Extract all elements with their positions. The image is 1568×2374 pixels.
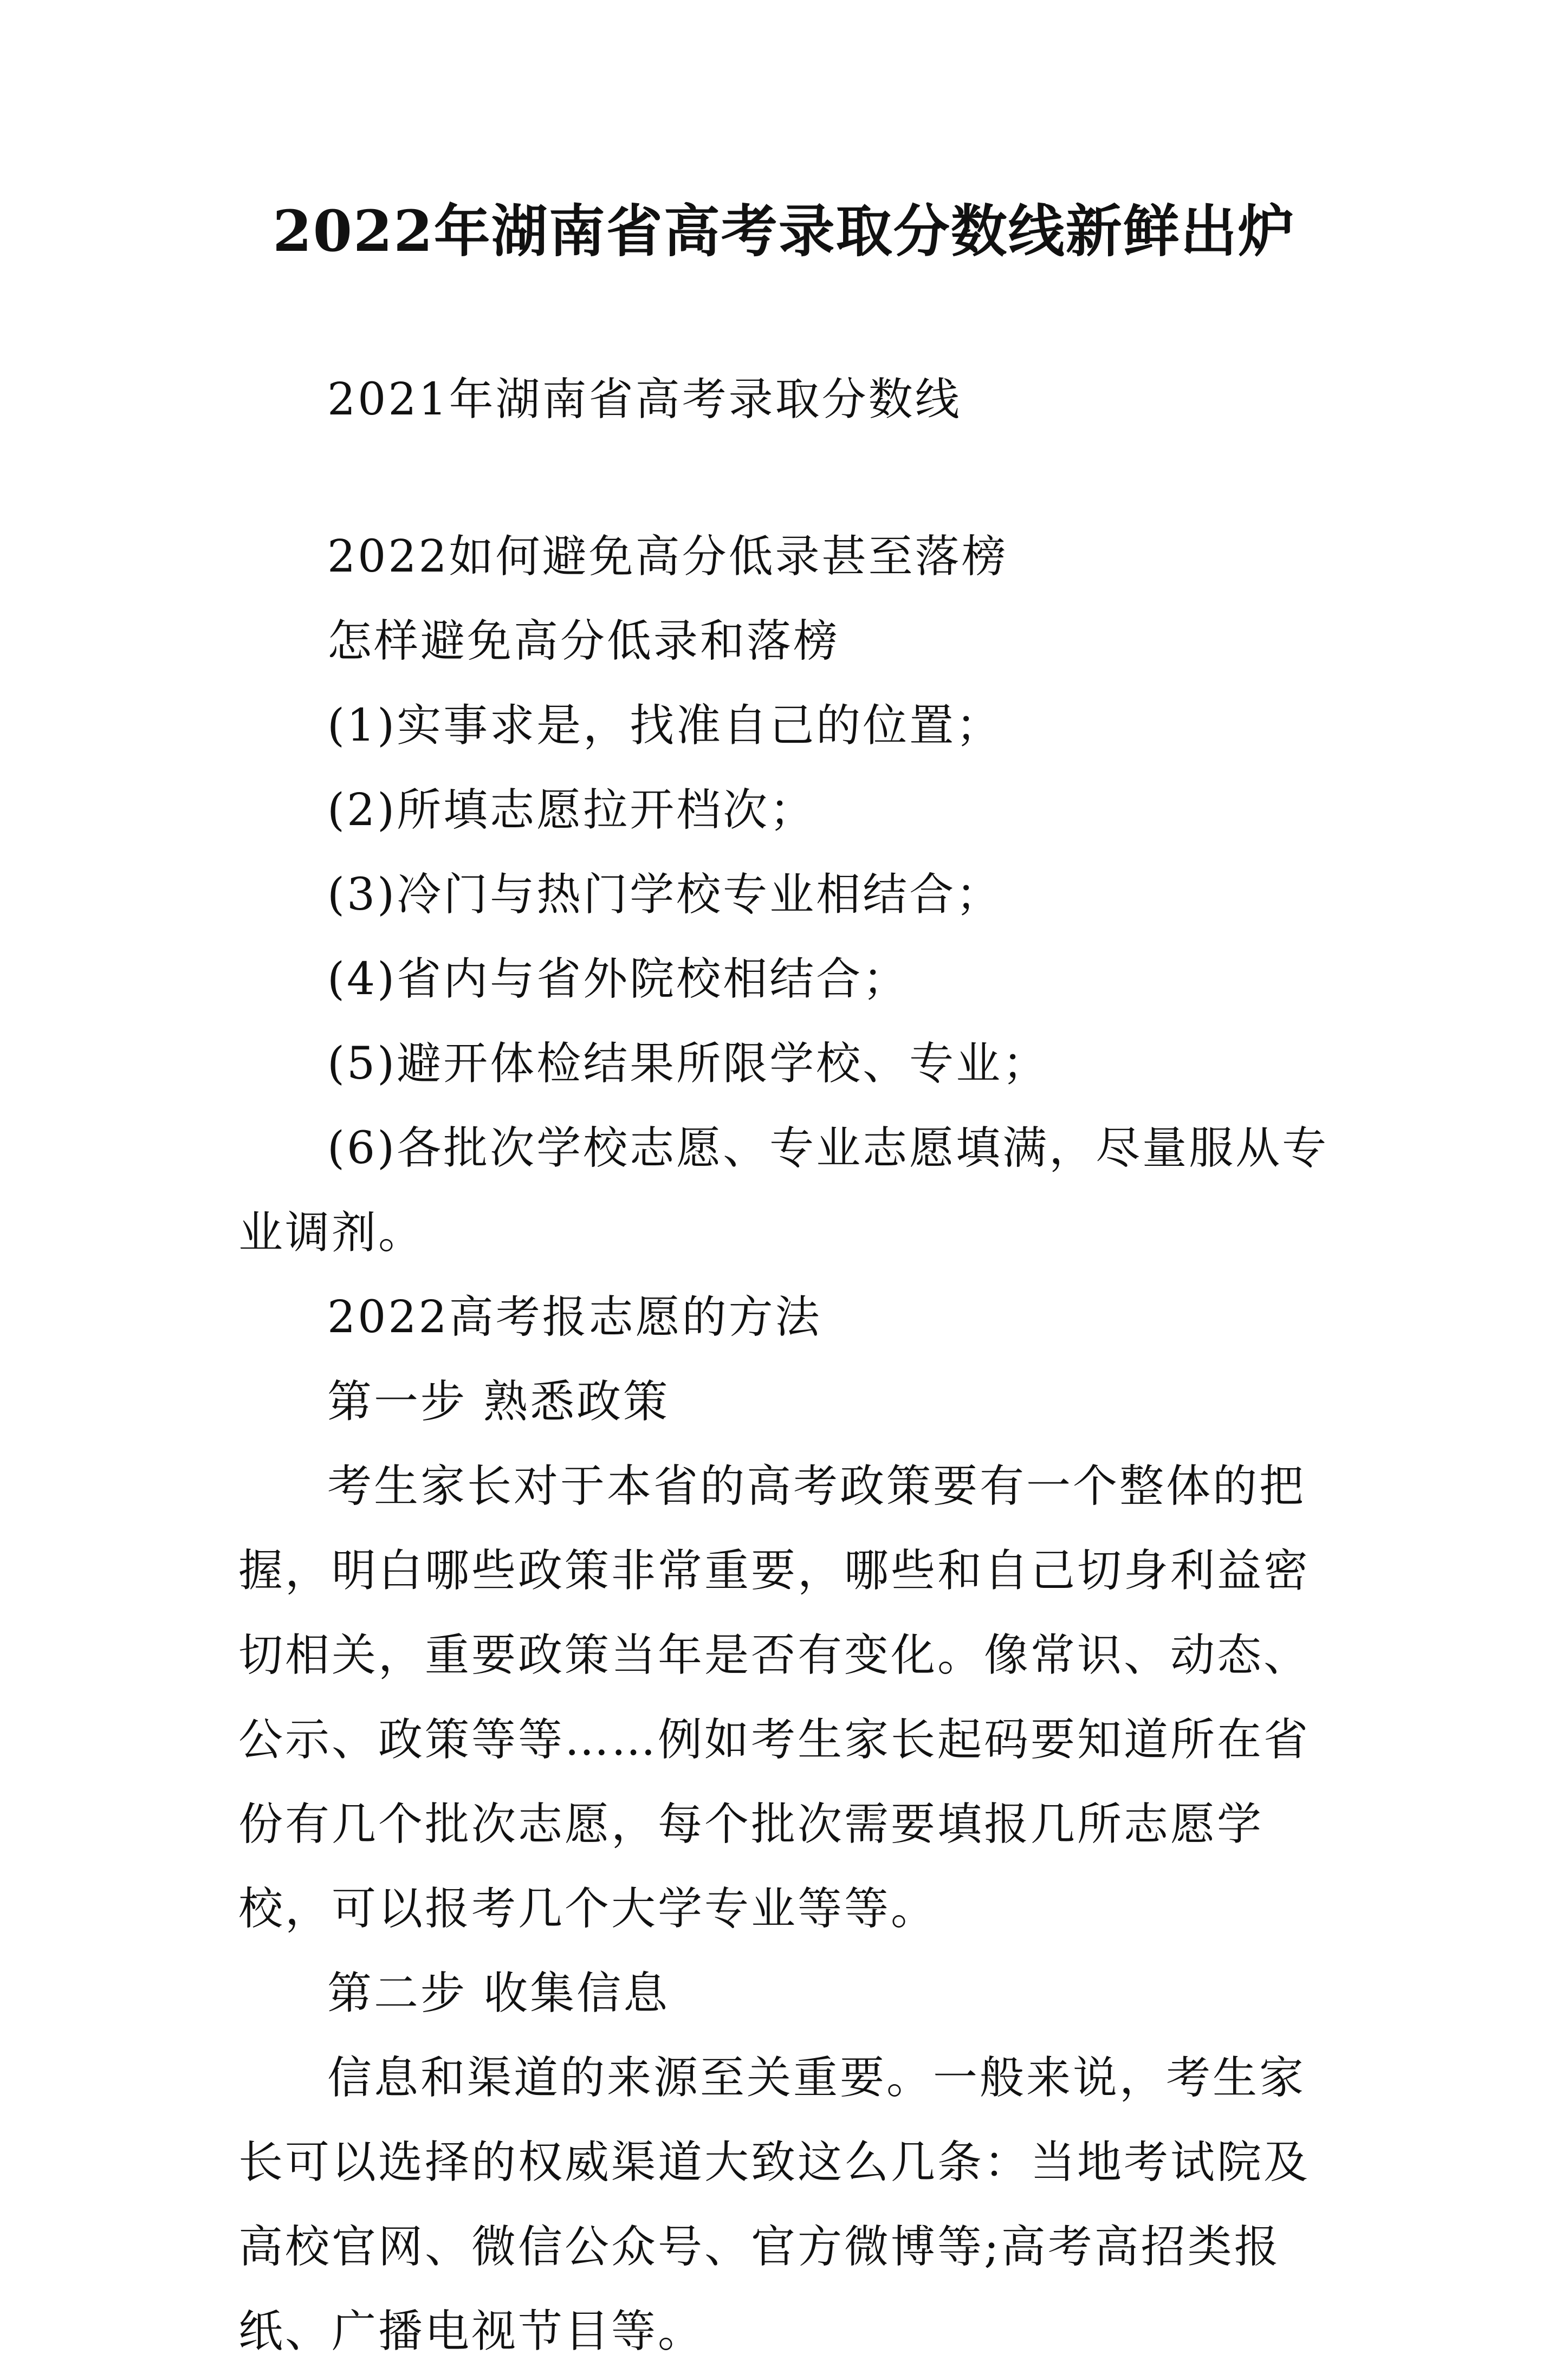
list-item: (1)实事求是，找准自己的位置； xyxy=(327,700,1003,751)
intro-heading: 2021年湖南省高考录取分数线 xyxy=(327,374,962,425)
list-item: (4)省内与省外院校相结合； xyxy=(327,954,910,1005)
paragraph: 信息和渠道的来源至关重要。一般来说，考生家长可以选择的权威渠道大致这么几条：当地考试院及高校官网、微信公众号、官方微博等;高考高招类报纸、广播电视节目等。 xyxy=(238,2052,1311,2357)
paragraph: 2022如何避免高分低录甚至落榜 xyxy=(327,531,1008,582)
intro-block xyxy=(238,358,1344,442)
section-heading: 2022高考报志愿的方法 xyxy=(327,1292,822,1343)
body-block xyxy=(238,515,1344,2374)
list-item: (3)冷门与热门学校专业相结合； xyxy=(327,869,1003,920)
step-heading: 第二步 收集信息 xyxy=(327,1968,670,2019)
list-item: (5)避开体检结果所限学校、专业； xyxy=(327,1038,1049,1089)
document-title: 2022年湖南省高考录取分数线新鲜出炉 xyxy=(273,198,1295,264)
step-heading: 第一步 熟悉政策 xyxy=(327,1376,670,1428)
list-item: (2)所填志愿拉开档次； xyxy=(327,784,817,836)
list-item: (6)各批次学校志愿、专业志愿填满，尽量服从专业调剂。 xyxy=(238,1123,1329,1259)
paragraph: 考生家长对于本省的高考政策要有一个整体的把握，明白哪些政策非常重要，哪些和自己切身利益密切相关，重要政策当年是否有变化。像常识、动态、公示、政策等等……例如考生家长起码要知道所在省份有几个批次志愿，每个批次需要填报几所志愿学校，可以报考几个大学专业等等。 xyxy=(238,1461,1311,1935)
paragraph: 怎样避免高分低录和落榜 xyxy=(327,615,840,667)
